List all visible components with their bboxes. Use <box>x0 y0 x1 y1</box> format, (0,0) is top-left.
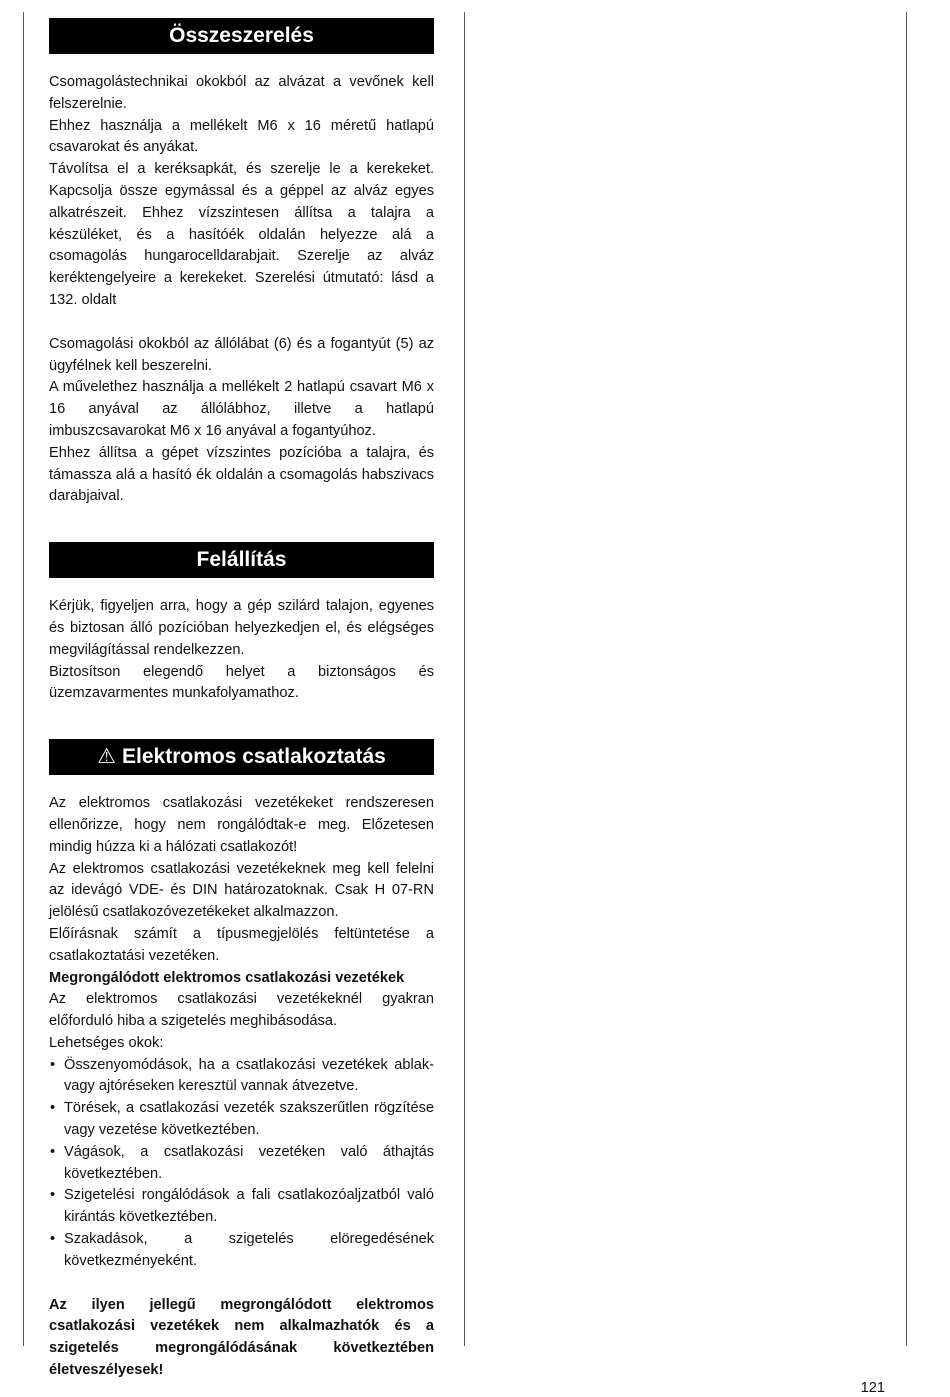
page-number: 121 <box>860 1380 885 1396</box>
list-item: • Vágások, a csatlakozási vezetéken való áthajtás következtében. <box>49 1142 434 1186</box>
section-heading-setup: Felállítás <box>49 542 434 578</box>
list-item: • Törések, a csatlakozási vezeték szakszerűtlen rögzítése vagy vezetése következtében. <box>49 1098 434 1142</box>
list-item: • Szakadások, a szigetelés elöregedésének következményeként. <box>49 1229 434 1273</box>
paragraph: Az elektromos csatlakozási vezetékeket rendszeresen ellenőrizze, hogy nem rongálódtak-e meg. Előzetesen mindig húzza ki a hálózati csatlakozót! <box>49 795 434 855</box>
subheading-damaged-cables: Megrongálódott elektromos csatlakozási vezetékek <box>49 969 405 986</box>
paragraph: A művelethez használja a mellékelt 2 hatlapú csavart M6 x 16 anyával az állólábhoz, illetve a hatlapú imbuszcsavarokat M6 x 16 anyával a fogantyúhoz. <box>49 379 434 439</box>
paragraph: Csomagolási okokból az állólábat (6) és a fogantyút (5) az ügyfélnek kell beszerelni. <box>49 335 434 374</box>
paragraph: Az elektromos csatlakozási vezetékeknek meg kell felelni az idevágó VDE- és DIN határozatoknak. Csak H 07-RN jelölésű csatlakozóvezetékeket alkalmazzon. <box>49 860 434 921</box>
column-rule-left <box>23 12 24 1346</box>
paragraph: Biztosítson elegendő helyet a biztonságos és üzemzavarmentes munkafolyamathoz. <box>49 663 434 702</box>
list-item: • Szigetelési rongálódások a fali csatlakozóaljzatból való kirántás következtében. <box>49 1185 434 1229</box>
list-item: • Összenyomódások, ha a csatlakozási vezetékek ablak- vagy ajtóréseken keresztül vannak átvezetve. <box>49 1055 434 1099</box>
causes-list <box>49 1055 434 1273</box>
paragraph: Távolítsa el a keréksapkát, és szerelje le a kerekeket. Kapcsolja össze egymással és a géppel az alváz egyes alkatrészeit. Ehhez vízszintesen állítsa a talajra a készüléket, és a hasítóék oldalán helyezze alá a csomagolás hungarocelldarabjait. Szerelje az alváz keréktengelyeire a kerekeket. Szerelési útmutató: lásd a 132. oldalt <box>49 161 434 308</box>
section-heading-electrical: ⚠ Elektromos csatlakoztatás <box>49 739 434 775</box>
column-rule-middle <box>464 12 465 1346</box>
paragraph: Ehhez állítsa a gépet vízszintes pozícióba a talajra, és támassza alá a hasító ék oldalán a csomagolás habszivacs darabjaival. <box>49 444 434 505</box>
column-rule-right <box>906 12 907 1346</box>
paragraph: Csomagolástechnikai okokból az alvázat a vevőnek kell felszerelnie. <box>49 74 434 112</box>
final-warning: Az ilyen jellegű megrongálódott elektromos csatlakozási vezetékek nem alkalmazhatók és a szigetelés megrongálódásának következtében életveszélyesek! <box>49 1296 434 1379</box>
warning-triangle-icon: ⚠ <box>97 745 117 769</box>
paragraph: Az elektromos csatlakozási vezetékeknél gyakran előforduló hiba a szigetelés meghibásodása. <box>49 991 434 1030</box>
section-heading-assembly: Összeszerelés <box>49 18 434 54</box>
paragraph: Előírásnak számít a típusmegjelölés feltüntetése a csatlakoztatási vezetéken. <box>49 925 434 964</box>
paragraph: Kérjük, figyeljen arra, hogy a gép szilárd talajon, egyenes és biztosan álló pozícióban helyezkedjen el, és elégséges megvilágítással rendelkezzen. <box>49 598 434 658</box>
paragraph: Ehhez használja a mellékelt M6 x 16 méretű hatlapú csavarokat és anyákat. <box>49 117 434 156</box>
causes-label: Lehetséges okok: <box>49 1034 164 1051</box>
left-column <box>49 18 434 1382</box>
